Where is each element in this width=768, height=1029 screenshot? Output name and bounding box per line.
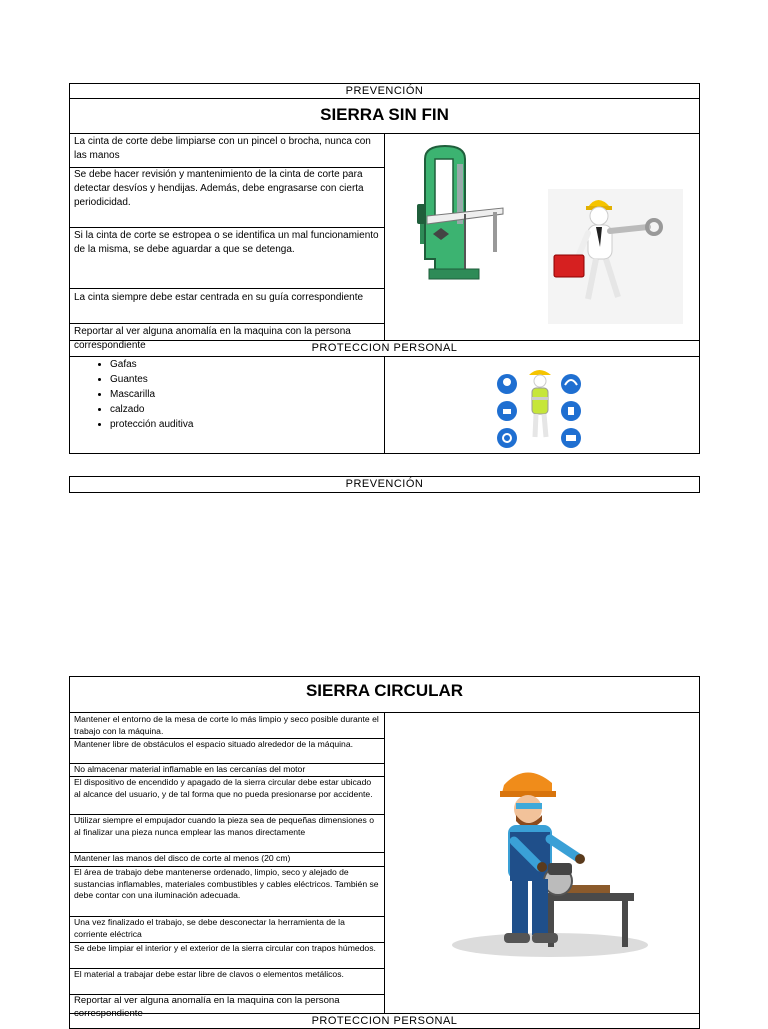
prevention-header-text: PREVENCIÓN bbox=[345, 85, 424, 97]
ppe-table bbox=[69, 356, 700, 454]
ppe-header-text: PROTECCION PERSONAL bbox=[311, 342, 458, 354]
rule-item: Mantener las manos del disco de corte al menos (20 cm) bbox=[70, 853, 384, 867]
rule-item: Reportar al ver alguna anomalía en la maquina con la persona correspondiente bbox=[74, 995, 340, 1019]
rule-item: No almacenar material inflamable en las cercanías del motor bbox=[70, 764, 384, 777]
band-saw-image bbox=[415, 144, 550, 284]
rule-item: Utilizar siempre el empujador cuando la pieza sea de pequeñas dimensiones o al finalizar una pieza nunca emplear las manos directamente bbox=[70, 815, 384, 853]
rule-item: Una vez finalizado el trabajo, se debe desconectar la herramienta de la corriente eléctrica bbox=[70, 917, 384, 943]
ppe-list-column bbox=[70, 357, 385, 453]
prevention-header-2 bbox=[69, 476, 700, 493]
ppe-header-2-text: PROTECCION PERSONAL bbox=[311, 1015, 458, 1027]
ppe-icons-image bbox=[495, 367, 585, 451]
prevention-header-2-text: PREVENCIÓN bbox=[345, 478, 424, 490]
rule-item: Reportar al ver alguna anomalía en la maquina con la persona correspondiente bbox=[74, 326, 351, 351]
rule-item: La cinta de corte debe limpiarse con un pincel o brocha, nunca con las manos bbox=[70, 134, 384, 168]
ppe-item: • protección auditiva bbox=[110, 417, 384, 432]
rule-item: Se debe limpiar el interior y el exterior de la sierra circular con trapos húmedos. bbox=[70, 943, 384, 969]
ppe-item: • Gafas bbox=[110, 357, 384, 372]
ppe-list bbox=[70, 357, 384, 432]
rule-item: Si la cinta de corte se estropea o se identifica un mal funcionamiento de la misma, se debe aguardar a que se detenga. bbox=[70, 228, 384, 289]
rules-table-2 bbox=[69, 712, 700, 1019]
rule-item: El dispositivo de encendido y apagado de la sierra circular debe estar ubicado al alcance del usuario, y de tal forma que no pueda presionarse por accidente. bbox=[70, 777, 384, 815]
ppe-item: • Guantes bbox=[110, 372, 384, 387]
machine-title bbox=[69, 98, 700, 134]
machine-title-text: SIERRA SIN FIN bbox=[320, 105, 449, 124]
ppe-header-2 bbox=[69, 1013, 700, 1029]
ppe-item: • Mascarilla bbox=[110, 387, 384, 402]
rule-item: El área de trabajo debe mantenerse ordenado, limpio, seco y alejado de sustancias inflamables, materiales combustibles y cables eléctricos. También se debe contar con una iluminación adecuada. bbox=[70, 867, 384, 917]
rule-item: La cinta siempre debe estar centrada en su guía correspondiente bbox=[70, 289, 384, 324]
rule-item: Mantener libre de obstáculos el espacio situado alrededor de la máquina. bbox=[70, 739, 384, 764]
machine-title-2-text: SIERRA CIRCULAR bbox=[305, 681, 464, 700]
rules-column-2 bbox=[70, 713, 385, 1019]
circular-saw-worker-image bbox=[430, 763, 670, 983]
machine-title-2 bbox=[69, 676, 700, 713]
prevention-header bbox=[69, 83, 700, 99]
rule-item: El material a trabajar debe estar libre de clavos o elementos metálicos. bbox=[70, 969, 384, 995]
maintenance-worker-image bbox=[548, 189, 683, 324]
rules-column bbox=[70, 134, 385, 351]
ppe-header bbox=[69, 340, 700, 357]
ppe-item: • calzado bbox=[110, 402, 384, 417]
rule-item: Se debe hacer revisión y mantenimiento de la cinta de corte para detectar desvíos y hendijas. Además, debe engrasarse con cierta periodicidad. bbox=[70, 168, 384, 228]
rule-item: Mantener el entorno de la mesa de corte lo más limpio y seco posible durante el trabajo con la máquina. bbox=[70, 713, 384, 739]
